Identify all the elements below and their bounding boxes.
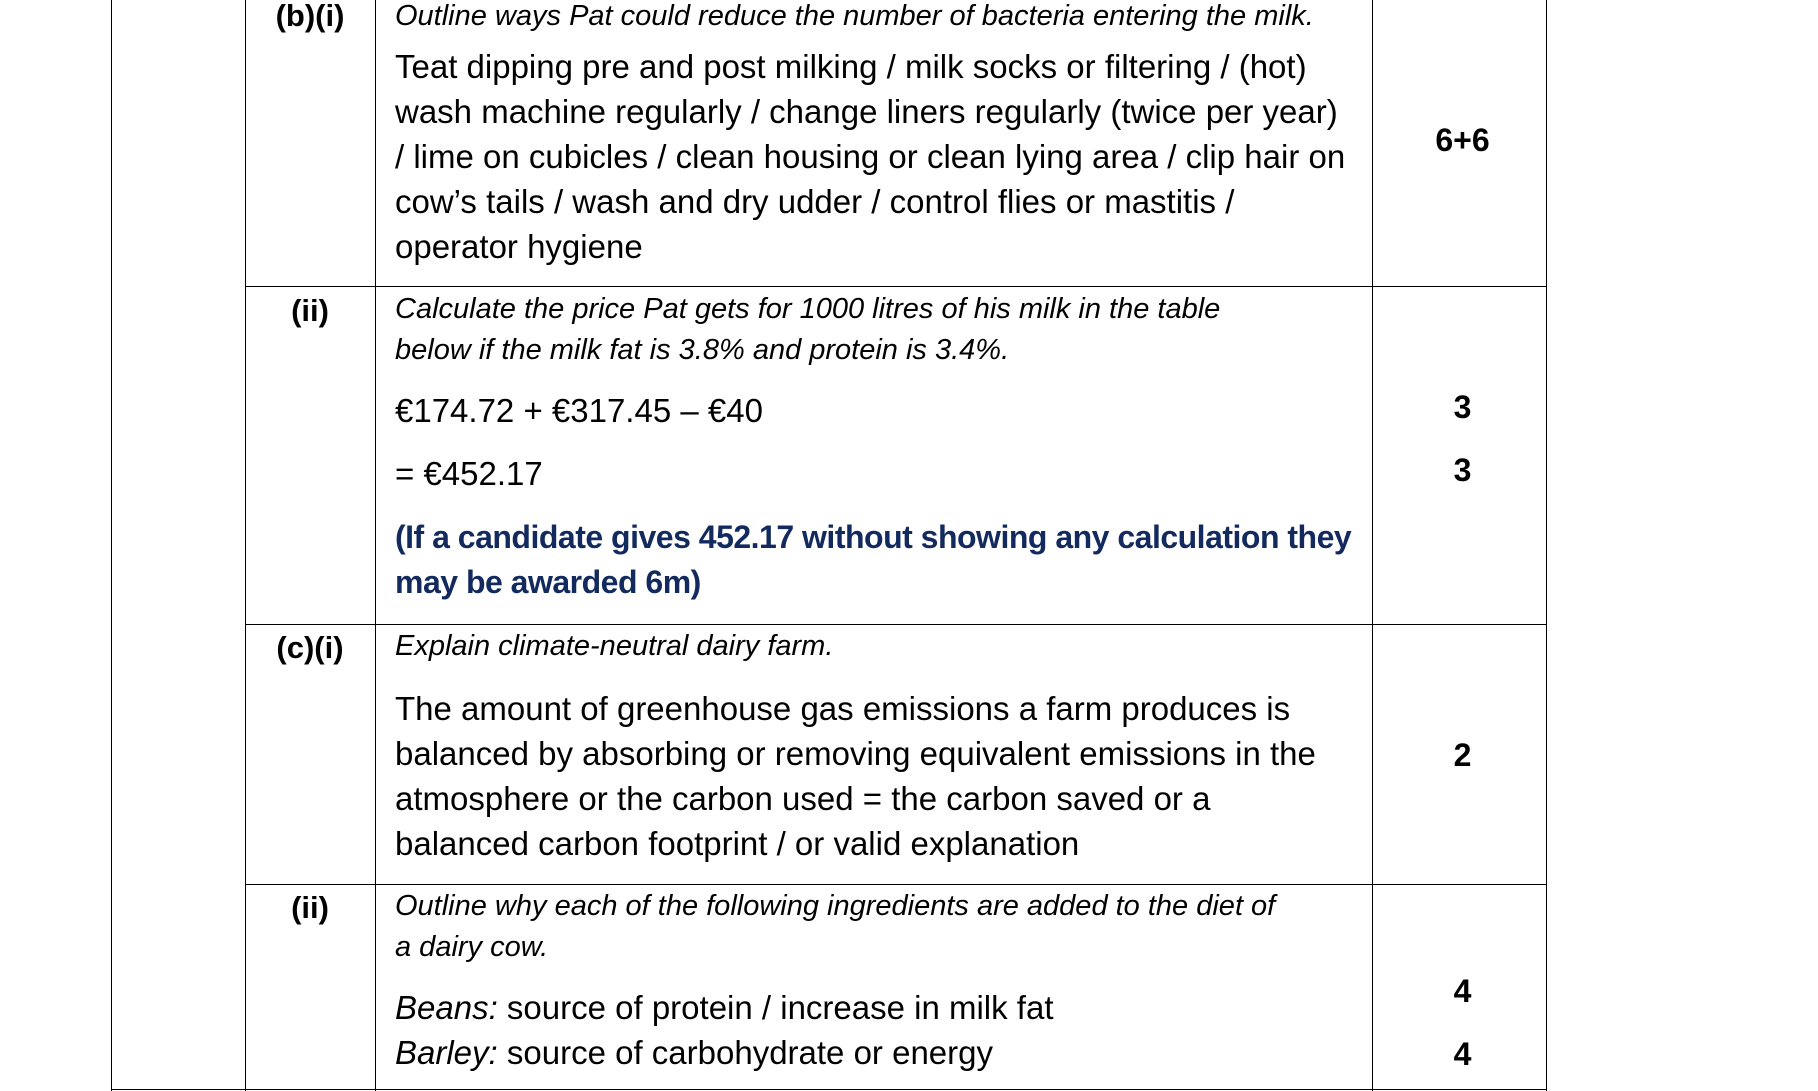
answer-line: Teat dipping pre and post milking / milk socks or filtering / (hot): [395, 48, 1307, 85]
ingredient-label: Barley:: [395, 1034, 498, 1071]
answer-line: [395, 985, 1054, 1030]
question-line: Outline why each of the following ingredients are added to the diet of: [395, 890, 1276, 922]
table-border-right: [1546, 0, 1547, 1091]
column-divider-part: [245, 0, 246, 1091]
examiner-note-line: (If a candidate gives 452.17 without showing any calculation they: [395, 519, 1352, 555]
answer-line: wash machine regularly / change liners regularly (twice per year): [395, 93, 1338, 130]
column-divider-marks: [1372, 0, 1373, 1091]
question-text: Explain climate-neutral dairy farm.: [395, 630, 834, 662]
part-label: (c)(i): [276, 630, 344, 665]
answer-line: €174.72 + €317.45 – €40: [395, 392, 763, 429]
answer-line: / lime on cubicles / clean housing or clean lying area / clip hair on: [395, 138, 1346, 175]
marks-value: 2: [1453, 737, 1472, 773]
question-line: a dairy cow.: [395, 931, 549, 963]
answer-line: operator hygiene: [395, 228, 643, 265]
ingredient-label: Beans:: [395, 989, 498, 1026]
ingredient-reason: source of protein / increase in milk fat: [497, 989, 1054, 1026]
examiner-note-line: may be awarded 6m): [395, 564, 701, 600]
table-border-bottom: [111, 1089, 1546, 1090]
marks-value: 6+6: [1435, 122, 1490, 158]
marks-value: 3: [1453, 389, 1472, 425]
row-divider: [245, 286, 1546, 287]
answer-line: The amount of greenhouse gas emissions a farm produces is: [395, 690, 1291, 727]
answer-line: balanced carbon footprint / or valid explanation: [395, 825, 1080, 862]
ingredient-reason: source of carbohydrate or energy: [497, 1034, 993, 1071]
question-text: Outline ways Pat could reduce the number of bacteria entering the milk.: [395, 0, 1314, 32]
marks-value: 4: [1453, 1036, 1472, 1072]
question-line: below if the milk fat is 3.8% and protein is 3.4%.: [395, 334, 1010, 366]
question-line: Calculate the price Pat gets for 1000 litres of his milk in the table: [395, 293, 1221, 325]
answer-line: cow’s tails / wash and dry udder / control flies or mastitis /: [395, 183, 1235, 220]
row-divider: [245, 624, 1546, 625]
part-label: (b)(i): [275, 0, 345, 33]
marks-value: 4: [1453, 973, 1472, 1009]
answer-line: atmosphere or the carbon used = the carbon saved or a: [395, 780, 1211, 817]
answer-line: balanced by absorbing or removing equivalent emissions in the: [395, 735, 1316, 772]
part-label: (ii): [291, 293, 329, 328]
answer-line: = €452.17: [395, 455, 543, 492]
column-divider-answer: [375, 0, 376, 1091]
row-divider: [245, 884, 1546, 885]
marks-value: 3: [1453, 452, 1472, 488]
answer-line: [395, 1030, 993, 1075]
table-border-left: [111, 0, 112, 1091]
part-label: (ii): [291, 890, 329, 925]
